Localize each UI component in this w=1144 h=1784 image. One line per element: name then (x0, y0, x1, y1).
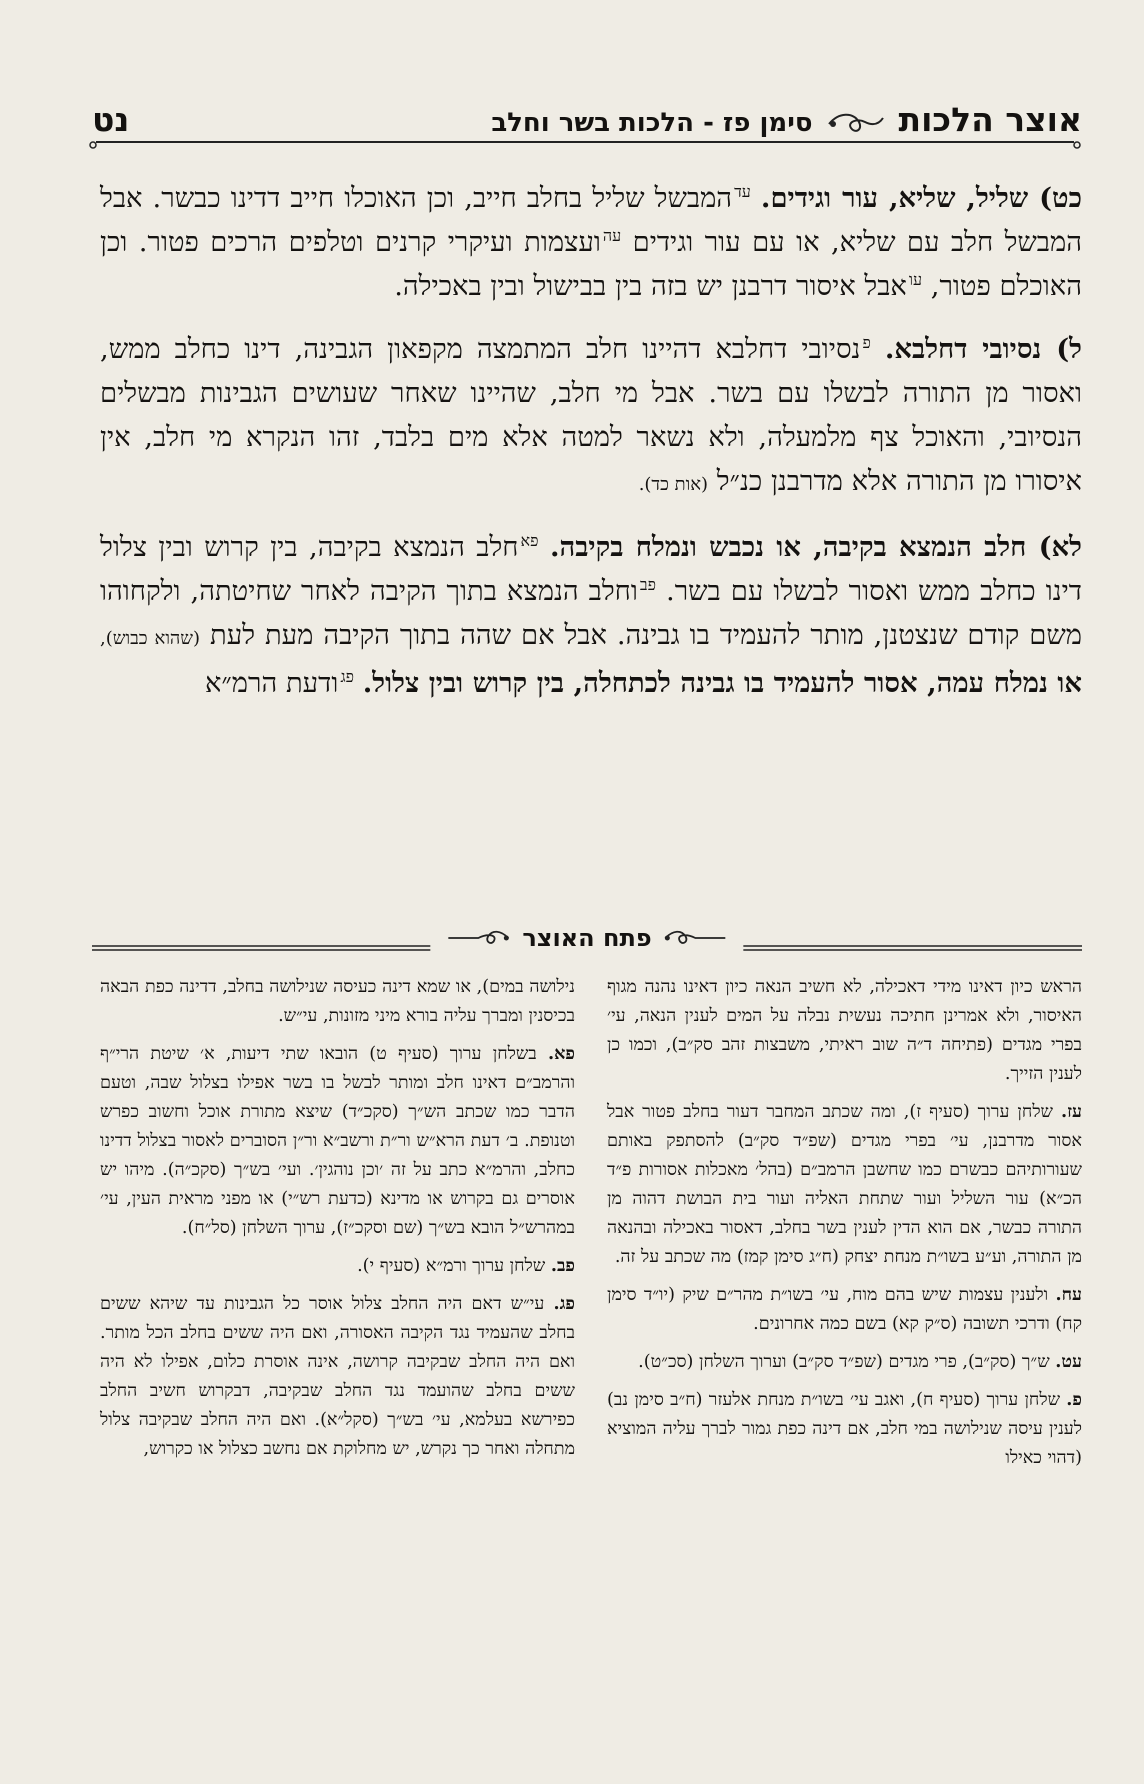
commentary-note: פג. עי״ש דאם היה החלב צלול אוסר כל הגבינות עד שיהא ששים בחלב שהעמיד נגד הקיבה האסורה, ואם היה ששים בחלב הכל מותר. ואם היה החלב שבקיבה קרושה, אינה אוסרת כלום, אפילו לא היה ששים בחלב שהועמד נגד החלב שבקיבה, דבקרוש חשיב החלב כפירשא בעלמא, עי׳ בש״ך (סקל״א). ואם היה החלב שבקיבה צלול מתחלה ואחר כך נקרש, יש מחלוקת אם נחשב כצלול או כקרוש, (100, 1293, 575, 1459)
commentary-note: הראש כיון דאינו מידי דאכילה, לא חשיב הנאה כיון דאינו נהנה מגוף האיסור, ולא אמרינן חתיכה נעשית נבלה על המים לענין הנאה, עי׳ בפרי מגדים (פתיחה ד״ה שוב ראיתי, משבצות זהב סק״ב), וכמו כן לענין הזייך. (607, 977, 1082, 1084)
commentary-title-box (430, 924, 743, 952)
footnote-marker: פג (340, 666, 355, 686)
footnote-marker: עה (602, 225, 622, 245)
footnote-marker: פב (639, 574, 656, 594)
section-title: סימן פז - הלכות בשר וחלב (491, 108, 813, 138)
footnote-marker: פא (520, 530, 539, 550)
commentary-column-right (607, 972, 1082, 1481)
footnote-marker: עד (734, 181, 751, 201)
commentary-note: עט. ש״ך (סק״ב), פרי מגדים (שפ״ד סק״ב) וערוך השלחן (סכ״ט). (638, 1351, 1082, 1372)
header-rule (88, 138, 1082, 150)
footnote-marker: פ (862, 332, 871, 352)
main-paragraph: כט) שליל, שליא, עור וגידים. $^{עד}$המבשל שליל בחלב חייב, וכן האוכלו חייב דדינו כבשר. אבל המבשל חלב עם שליא, או עם עור וגידים $^{עה}$ועצמות ועיקרי קרנים וטלפים הרכים פטור. וכן האוכלם פטור, $^{עו}$אבל איסור דרבנן יש בזה בין בבישול ובין באכילה. (100, 181, 1082, 302)
footnote-marker: עו (908, 269, 923, 289)
commentary-note: פא. בשלחן ערוך (סעיף ט) הובאו שתי דיעות, א׳ שיטת הרי״ף והרמב״ם דאינו חלב ומותר לבשל בו בשר אפילו בצלול שבה, וטעם הדבר כמו שכתב הש״ך (סקכ״ד) שיצא מתורת אוכל וחשוב כפרש וטנופת. ב׳ דעת הרא״ש ור״ת ורשב״א ור״ן הסוברים לאסור בצלול דדינו כחלב, והרמ״א כתב על זה ׳וכן נוהגין׳. ועי׳ בש״ך (סקכ״ה). מיהו יש אוסרים גם בקרוש או מדינא (כדעת רש״י) או מפני מראית העין, עי׳ במהרש״ל הובא בש״ך (שם וסקכ״ז), ערוך השלחן (סל״ח). (100, 1043, 575, 1238)
running-header (92, 86, 1082, 139)
main-paragraph: לא) חלב הנמצא בקיבה, או נכבש ונמלח בקיבה. $^{פא}$חלב הנמצא בקיבה, בין קרוש ובין צלול דינו כחלב ממש ואסור לבשלו עם בשר. $^{פב}$וחלב הנמצא בתוך הקיבה לאחר שחיטתה, ולקחוהו משם קודם שנצטנן, מותר להעמיד בו גבינה. אבל אם שהה בתוך הקיבה מעת לעת (שהוא כבוש), או נמלח עמה, אסור להעמיד בו גבינה לכתחלה, בין קרוש ובין צלול. $^{פג}$ודעת הרמ״א (100, 530, 1082, 699)
commentary-note: עז. שלחן ערוך (סעיף ז), ומה שכתב המחבר דעור בחלב פטור אבל אסור מדרבנן, עי׳ בפרי מגדים (שפ״ד סק״ב) להסתפק באותם שעורותיהם כבשרם כמו שחשבן הרמב״ם (בהל׳ מאכלות אסורות פ״ד הכ״א) עור השליל ועור שתחת האליה ועור בית הבושת דהוה מן התורה כבשר, אם הוא הדין לענין בשר בחלב, דאסור באכילה ובהנאה מן התורה, וע״ע בשו״ת מנחת יצחק (ח״ג סימן קמז) מה שכתב על זה. (607, 1101, 1083, 1267)
book-title: אוצר הלכות (898, 100, 1082, 139)
main-text (100, 176, 1082, 724)
commentary-note: נילושה במים), או שמא דינה כעיסה שנילושה בחלב, דדינה כפת הבאה בכיסנין ומברך עליה בורא מיני מזונות, עי״ש. (100, 977, 575, 1026)
swirl-ornament-icon (825, 110, 887, 136)
commentary-note: פ. שלחן ערוך (סעיף ח), ואגב עי׳ בשו״ת מנחת אלעזר (ח״ב סימן נב) לענין עיסה שנילושה במי חלב, אם דינה כפת גמור לברך עליה המוציא (דהוי כאילו (607, 1389, 1082, 1468)
main-paragraph: ל) נסיובי דחלבא. $^פ$נסיובי דחלבא דהיינו חלב המתמצה מקפאון הגבינה, דינו כחלב ממש, ואסור מן התורה לבשלו עם בשר. אבל מי חלב, שהיינו שאחר שעושים הגבינות מבשלים הנסיובי, והאוכל צף מלמעלה, ולא נשאר למטה אלא מים בלבד, זהו הנקרא מי חלב, אין איסורו מן התורה אלא מדרבנן כנ״ל (אות כד). (100, 332, 1082, 497)
commentary-note: פב. שלחן ערוך ורמ״א (סעיף י). (357, 1255, 575, 1276)
scroll-ornament-icon (662, 928, 730, 948)
page-number: נט (92, 100, 130, 139)
scroll-ornament-icon (444, 928, 512, 948)
commentary-title: פתח האוצר (522, 924, 652, 952)
commentary-column-left (100, 972, 575, 1472)
commentary-header (92, 918, 1082, 964)
header-titles (491, 100, 1082, 139)
commentary-note: עח. ולענין עצמות שיש בהם מוח, עי׳ בשו״ת מהר״ם שיק (יו״ד סימן קח) ודרכי תשובה (ס״ק קא) בשם כמה אחרונים. (607, 1284, 1083, 1334)
